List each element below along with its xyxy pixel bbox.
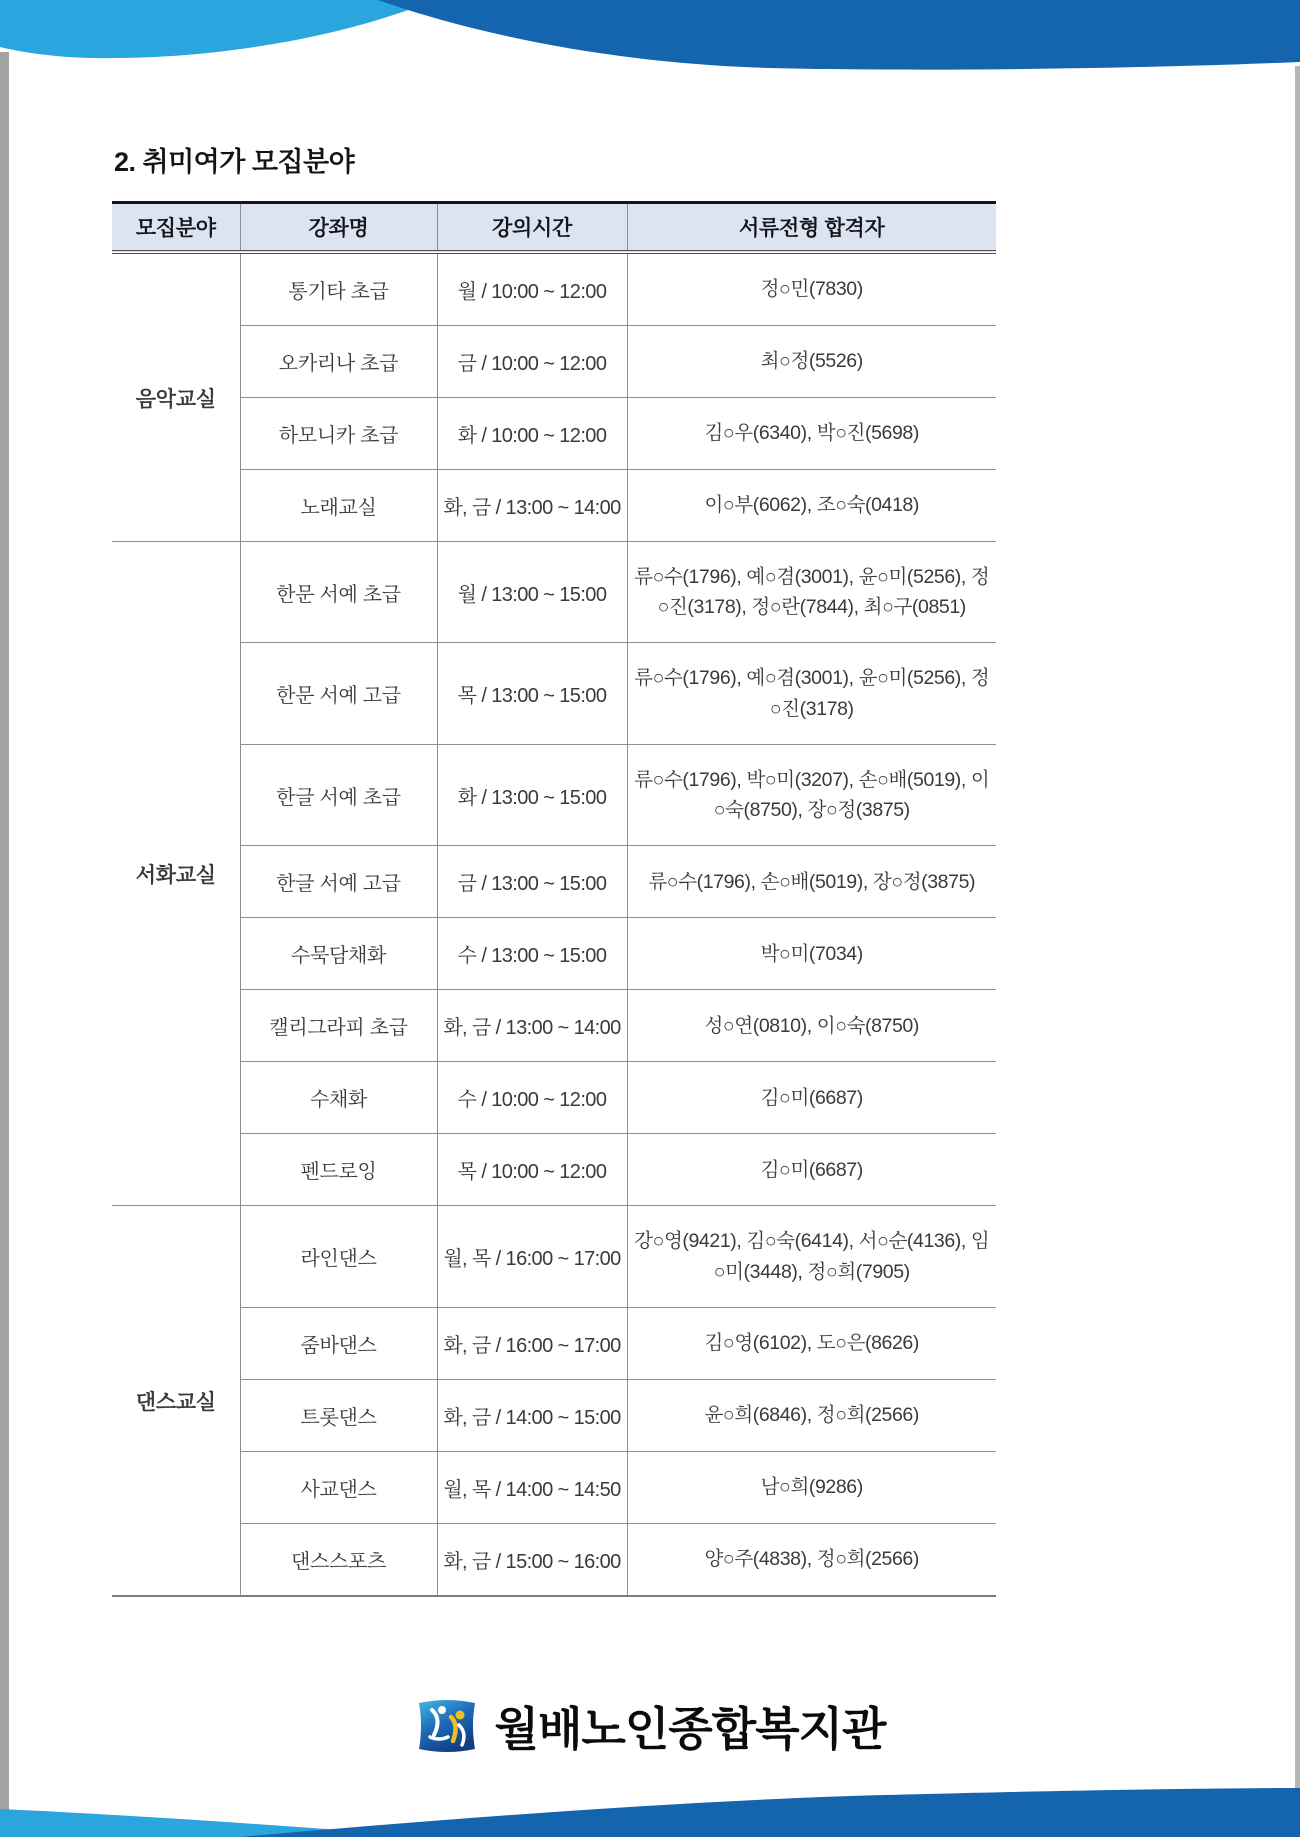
- course-cell: 수채화: [240, 1062, 437, 1134]
- course-cell: 한문 서예 고급: [240, 643, 437, 744]
- passers-cell: 류○수(1796), 박○미(3207), 손○배(5019), 이○숙(8750), 장○정(3875): [627, 744, 996, 845]
- category-cell: 서화교실: [112, 542, 240, 1206]
- table-row: [112, 1206, 996, 1307]
- top-wave-decoration: [0, 0, 1300, 85]
- passers-cell: 김○영(6102), 도○은(8626): [627, 1307, 996, 1379]
- passers-cell: 류○수(1796), 예○겸(3001), 윤○미(5256), 정○진(3178), 정○란(7844), 최○구(0851): [627, 542, 996, 643]
- table-header-row: [112, 203, 996, 253]
- table-row: [112, 1523, 996, 1596]
- course-cell: 하모니카 초급: [240, 398, 437, 470]
- footer: [0, 1693, 1300, 1759]
- course-cell: 댄스스포츠: [240, 1523, 437, 1596]
- passers-cell: 정○민(7830): [627, 252, 996, 326]
- passers-cell: 윤○희(6846), 정○희(2566): [627, 1379, 996, 1451]
- course-cell: 한글 서예 고급: [240, 846, 437, 918]
- passers-cell: 김○미(6687): [627, 1062, 996, 1134]
- category-cell: 음악교실: [112, 252, 240, 542]
- org-logo-icon: [415, 1697, 479, 1755]
- time-cell: 월, 목 / 14:00 ~ 14:50: [437, 1451, 627, 1523]
- passers-cell: 강○영(9421), 김○숙(6414), 서○순(4136), 임○미(3448), 정○희(7905): [627, 1206, 996, 1307]
- table-row: [112, 918, 996, 990]
- table-row: [112, 326, 996, 398]
- bottom-wave-decoration: [0, 1785, 1300, 1837]
- time-cell: 금 / 13:00 ~ 15:00: [437, 846, 627, 918]
- time-cell: 화, 금 / 16:00 ~ 17:00: [437, 1307, 627, 1379]
- passers-cell: 김○우(6340), 박○진(5698): [627, 398, 996, 470]
- page-left-edge: [0, 52, 9, 1812]
- bottom-wave-dark: [240, 1788, 1300, 1837]
- table-row: [112, 643, 996, 744]
- time-cell: 수 / 13:00 ~ 15:00: [437, 918, 627, 990]
- column-header: 서류전형 합격자: [627, 203, 996, 253]
- table-row: [112, 990, 996, 1062]
- table-body: [112, 252, 996, 1596]
- course-cell: 오카리나 초급: [240, 326, 437, 398]
- table-row: [112, 744, 996, 845]
- passers-cell: 류○수(1796), 손○배(5019), 장○정(3875): [627, 846, 996, 918]
- course-cell: 캘리그라피 초급: [240, 990, 437, 1062]
- time-cell: 화, 금 / 13:00 ~ 14:00: [437, 470, 627, 542]
- course-cell: 노래교실: [240, 470, 437, 542]
- course-cell: 라인댄스: [240, 1206, 437, 1307]
- table-row: [112, 1379, 996, 1451]
- course-cell: 트롯댄스: [240, 1379, 437, 1451]
- passers-cell: 양○주(4838), 정○희(2566): [627, 1523, 996, 1596]
- time-cell: 화, 금 / 14:00 ~ 15:00: [437, 1379, 627, 1451]
- course-cell: 통기타 초급: [240, 252, 437, 326]
- table-row: [112, 542, 996, 643]
- table-row: [112, 1062, 996, 1134]
- passers-cell: 남○희(9286): [627, 1451, 996, 1523]
- course-cell: 한문 서예 초급: [240, 542, 437, 643]
- time-cell: 월 / 10:00 ~ 12:00: [437, 252, 627, 326]
- course-cell: 사교댄스: [240, 1451, 437, 1523]
- top-wave-dark: [378, 0, 1300, 70]
- table-row: [112, 1451, 996, 1523]
- time-cell: 목 / 10:00 ~ 12:00: [437, 1134, 627, 1206]
- course-cell: 줌바댄스: [240, 1307, 437, 1379]
- passers-cell: 박○미(7034): [627, 918, 996, 990]
- course-cell: 펜드로잉: [240, 1134, 437, 1206]
- content-area: [112, 140, 996, 1597]
- org-name: 월배노인종합복지관: [494, 1703, 886, 1755]
- passers-cell: 류○수(1796), 예○겸(3001), 윤○미(5256), 정○진(3178): [627, 643, 996, 744]
- course-cell: 한글 서예 초급: [240, 744, 437, 845]
- header-row: [112, 203, 996, 253]
- page-right-edge: [1295, 66, 1300, 1790]
- course-cell: 수묵담채화: [240, 918, 437, 990]
- time-cell: 금 / 10:00 ~ 12:00: [437, 326, 627, 398]
- time-cell: 목 / 13:00 ~ 15:00: [437, 643, 627, 744]
- time-cell: 화, 금 / 15:00 ~ 16:00: [437, 1523, 627, 1596]
- passers-cell: 최○정(5526): [627, 326, 996, 398]
- section-title: 2. 취미여가 모집분야: [114, 147, 355, 177]
- passers-cell: 김○미(6687): [627, 1134, 996, 1206]
- time-cell: 월 / 13:00 ~ 15:00: [437, 542, 627, 643]
- time-cell: 월, 목 / 16:00 ~ 17:00: [437, 1206, 627, 1307]
- table-row: [112, 470, 996, 542]
- column-header: 강의시간: [437, 203, 627, 253]
- table-row: [112, 1307, 996, 1379]
- time-cell: 수 / 10:00 ~ 12:00: [437, 1062, 627, 1134]
- time-cell: 화, 금 / 13:00 ~ 14:00: [437, 990, 627, 1062]
- passers-cell: 이○부(6062), 조○숙(0418): [627, 470, 996, 542]
- time-cell: 화 / 10:00 ~ 12:00: [437, 398, 627, 470]
- table-row: [112, 1134, 996, 1206]
- table-row: [112, 398, 996, 470]
- column-header: 강좌명: [240, 203, 437, 253]
- column-header: 모집분야: [112, 203, 240, 253]
- recruitment-table: [112, 201, 996, 1597]
- table-row: [112, 846, 996, 918]
- time-cell: 화 / 13:00 ~ 15:00: [437, 744, 627, 845]
- top-wave-light: [0, 0, 435, 58]
- table-row: [112, 252, 996, 326]
- passers-cell: 성○연(0810), 이○숙(8750): [627, 990, 996, 1062]
- category-cell: 댄스교실: [112, 1206, 240, 1596]
